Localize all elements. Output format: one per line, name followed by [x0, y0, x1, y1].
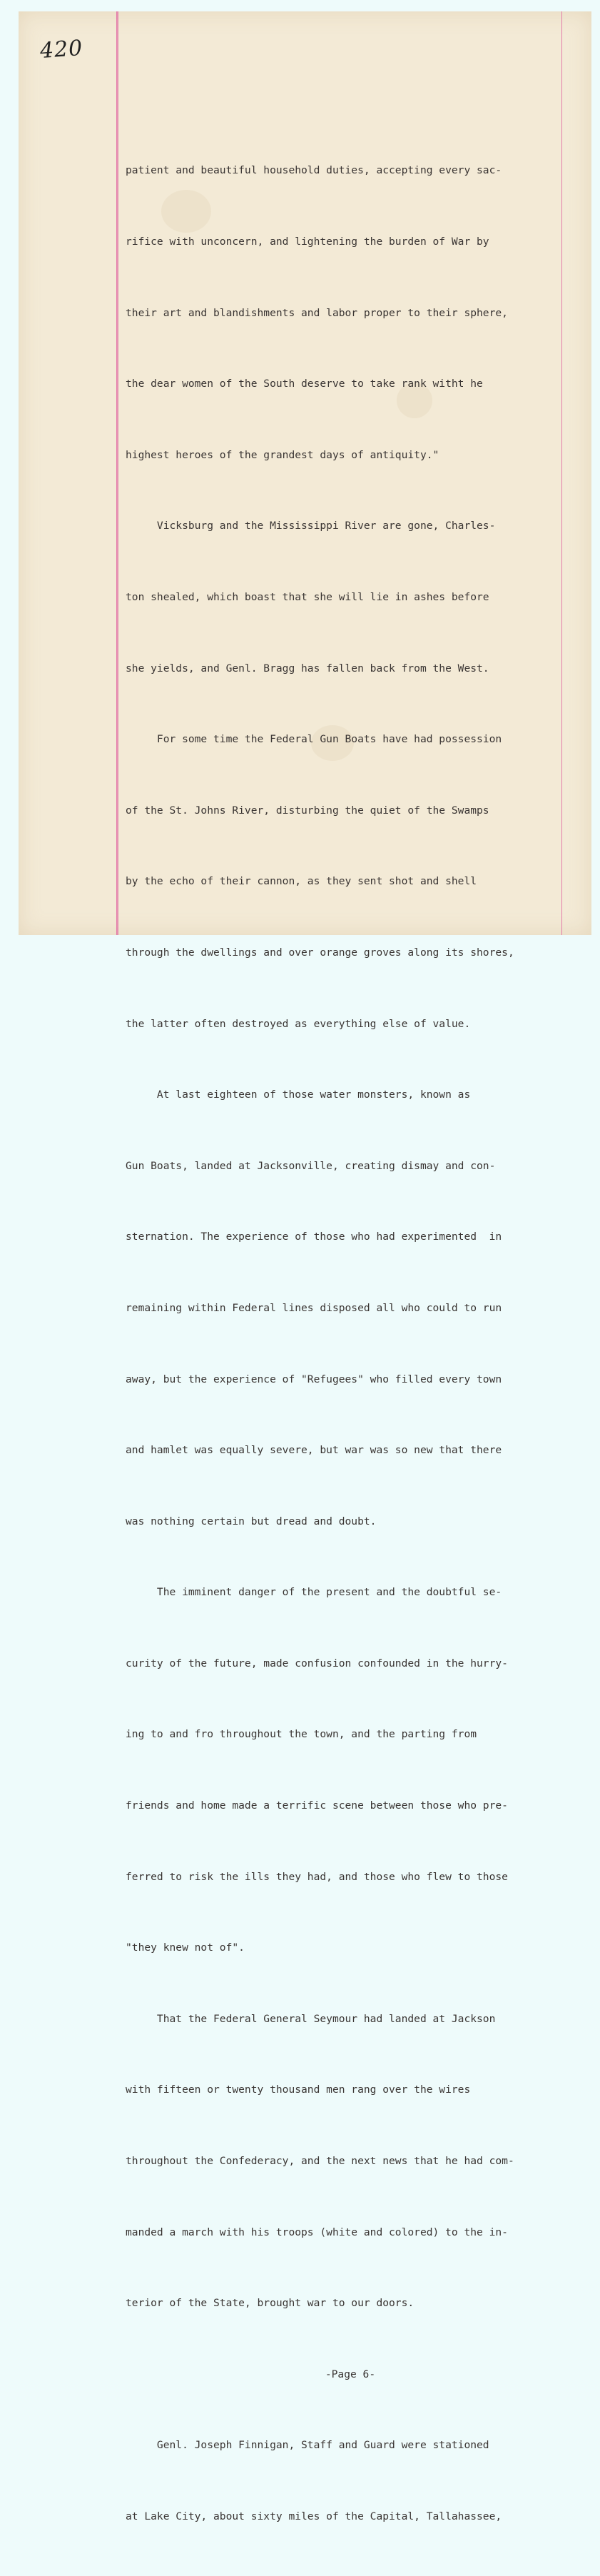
text-line: through the dwellings and over orange groves along its shores,	[126, 946, 514, 959]
text-line: "they knew not of".	[126, 1941, 245, 1954]
typewritten-page	[19, 11, 591, 2522]
text-line: by the echo of their cannon, as they sent shot and shell	[126, 875, 477, 888]
text-line: highest heroes of the grandest days of antiquity."	[126, 448, 439, 461]
text-line: Gun Boats, landed at Jacksonville, creating dismay and con-	[126, 1159, 496, 1172]
text-line: Genl. Joseph Finnigan, Staff and Guard were stationed	[126, 2439, 489, 2452]
text-line: the latter often destroyed as everything else of value.	[126, 1017, 471, 1030]
text-line: with fifteen or twenty thousand men rang over the wires	[126, 2083, 471, 2096]
text-line: For some time the Federal Gun Boats have had possession	[126, 733, 502, 746]
text-line: away, but the experience of "Refugees" who filled every town	[126, 1373, 502, 1385]
left-margin-rule	[116, 11, 118, 935]
text-line: rifice with unconcern, and lightening the burden of War by	[126, 236, 489, 248]
text-line: curity of the future, made confusion confounded in the hurry-	[126, 1657, 508, 1670]
text-line: of the St. Johns River, disturbing the quiet of the Swamps	[126, 804, 489, 817]
page-marker: -Page 6-	[325, 2368, 376, 2380]
text-line: ferred to risk the ills they had, and those who flew to those	[126, 1870, 508, 1883]
left-margin-rule-inner	[118, 11, 119, 935]
text-line: friends and home made a terrific scene between those who pre-	[126, 1799, 508, 1812]
text-line: The imminent danger of the present and the doubtful se-	[126, 1586, 502, 1599]
text-line: ton shealed, which boast that she will lie in ashes before	[126, 590, 489, 603]
text-line: sternation. The experience of those who had experimented in	[126, 1231, 502, 1243]
text-line: throughout the Confederacy, and the next news that he had com-	[126, 2155, 514, 2168]
text-line: remaining within Federal lines disposed all who could to run	[126, 1301, 502, 1314]
text-line: manded a march with his troops (white and colored) to the in-	[126, 2226, 508, 2238]
text-line: the dear women of the South deserve to take rank witht he	[126, 378, 483, 390]
text-line: at Lake City, about sixty miles of the Capital, Tallahassee,	[126, 2510, 502, 2522]
text-line: At last eighteen of those water monsters, known as	[126, 1089, 471, 1101]
text-line: ing to and fro throughout the town, and the parting from	[126, 1728, 477, 1741]
text-line: and hamlet was equally severe, but war was so new that there	[126, 1444, 502, 1457]
text-line: she yields, and Genl. Bragg has fallen back from the West.	[126, 662, 489, 675]
text-line: their art and blandishments and labor proper to their sphere,	[126, 306, 508, 319]
text-line: terior of the State, brought war to our doors.	[126, 2297, 415, 2310]
text-line: Vicksburg and the Mississippi River are gone, Charles-	[126, 520, 496, 532]
handwritten-page-number: 420	[39, 35, 84, 64]
text-line: was nothing certain but dread and doubt.	[126, 1515, 377, 1527]
body-text	[126, 111, 575, 2576]
text-line: That the Federal General Seymour had landed at Jackson	[126, 2012, 496, 2025]
text-line: patient and beautiful household duties, accepting every sac-	[126, 164, 502, 177]
